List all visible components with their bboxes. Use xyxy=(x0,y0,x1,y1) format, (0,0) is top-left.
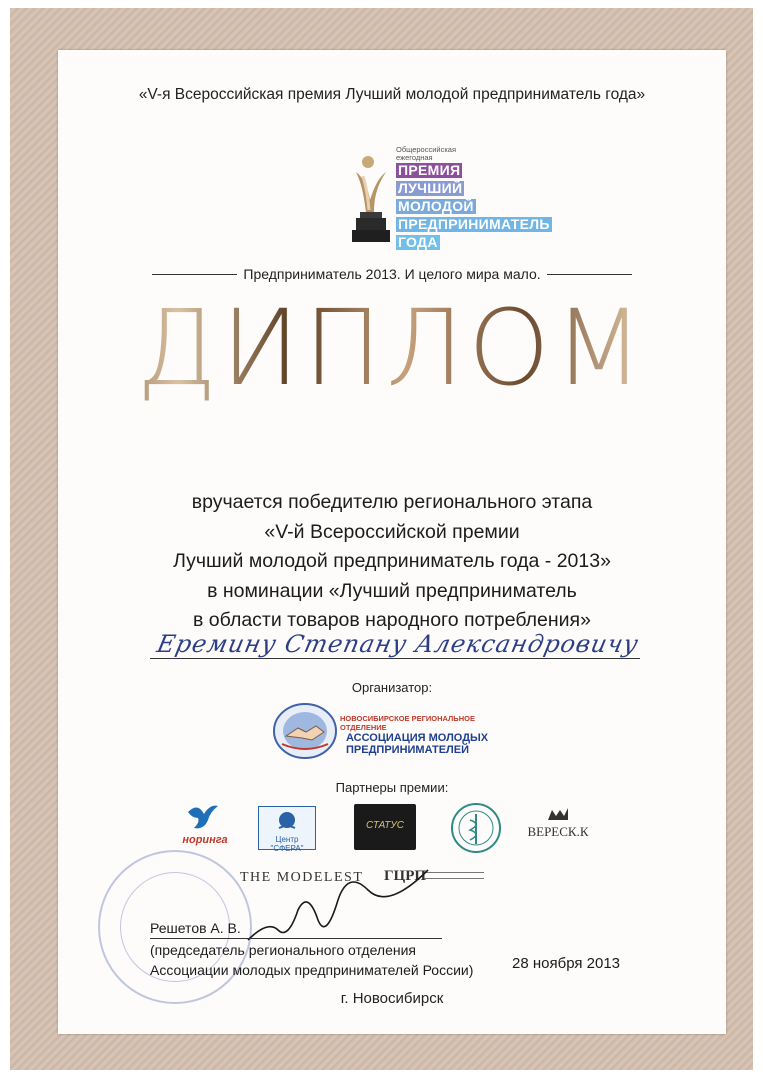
issue-city: г. Новосибирск xyxy=(340,990,444,1007)
description-line: вручается победителю регионального этапа xyxy=(191,491,593,513)
partner-sfera xyxy=(258,806,316,853)
description-line: Лучший молодой предприниматель года - 2013» xyxy=(173,550,611,572)
globe-book-icon xyxy=(276,810,298,832)
signature-line xyxy=(150,938,442,939)
slogan-rule-right xyxy=(547,274,632,275)
logo-line: ПРЕМИЯ xyxy=(398,162,461,178)
signatory-role-line-2: Ассоциации молодых предпринимателей России) xyxy=(150,962,474,978)
slogan-row xyxy=(152,264,632,284)
signatory-name: Решетов А. В. xyxy=(150,920,241,936)
partner-emblem xyxy=(450,802,502,854)
logo-line: МОЛОДОЙ xyxy=(398,198,474,214)
partners-label: Партнеры премии: xyxy=(335,780,449,795)
partner-name: ГЦРП xyxy=(384,868,427,884)
partner-name: ВЕРЕСК.К xyxy=(527,824,589,839)
award-edition-title: «V-я Всероссийская премия Лучший молодой предприниматель года» xyxy=(138,86,646,103)
organizer-label: Организатор: xyxy=(351,680,433,695)
award-logo xyxy=(348,138,568,258)
organizer-line-3: ПРЕДПРИНИМАТЕЛЕЙ xyxy=(346,744,469,756)
logo-line: ГОДА xyxy=(398,234,438,250)
trophy-icon xyxy=(348,154,394,246)
organizer-line-1: НОВОСИБИРСКОЕ РЕГИОНАЛЬНОЕ ОТДЕЛЕНИЕ xyxy=(340,714,475,732)
logo-line: ПРЕДПРИНИМАТЕЛЬ xyxy=(398,216,550,232)
logo-small-line: ежегодная xyxy=(396,153,433,162)
organizer-line-2: АССОЦИАЦИЯ МОЛОДЫХ xyxy=(346,732,489,744)
signatory-role-line-1: (председатель регионального отделения xyxy=(150,942,416,958)
slogan-rule-left xyxy=(152,274,237,275)
description-line: в номинации «Лучший предприниматель xyxy=(207,579,577,602)
logo-line: ЛУЧШИЙ xyxy=(398,180,463,196)
partner-noringa xyxy=(176,802,234,852)
partner-status xyxy=(354,804,416,850)
partner-name: норинга xyxy=(182,834,228,846)
partner-veresk xyxy=(526,806,590,850)
description-line: в области товаров народного потребления» xyxy=(193,609,591,631)
slogan: Предприниматель 2013. И целого мира мало. xyxy=(243,266,541,282)
certificate-paper xyxy=(58,50,726,1034)
certificate-frame xyxy=(10,8,753,1070)
partner-name: Центр "СФЕРА" xyxy=(270,835,304,853)
bird-icon xyxy=(186,802,220,832)
caduceus-emblem-icon xyxy=(450,802,502,854)
signature-mark xyxy=(238,860,438,950)
recipient-underline xyxy=(150,658,640,659)
recipient-name: Еремину Степану Александровичу xyxy=(154,630,642,658)
bears-icon xyxy=(546,806,570,822)
diploma-title: ДИПЛОМ xyxy=(58,288,726,408)
logo-small-line: Общероссийская xyxy=(396,145,457,154)
organizer-logo xyxy=(272,702,512,760)
description-line: «V-й Всероссийской премии xyxy=(264,520,520,543)
partner-modelest: THE MODELEST xyxy=(240,870,364,885)
handshake-globe-icon xyxy=(272,702,338,760)
partner-name: СТАТУС xyxy=(365,820,405,831)
issue-date: 28 ноября 2013 xyxy=(512,955,621,972)
award-description xyxy=(58,488,726,636)
